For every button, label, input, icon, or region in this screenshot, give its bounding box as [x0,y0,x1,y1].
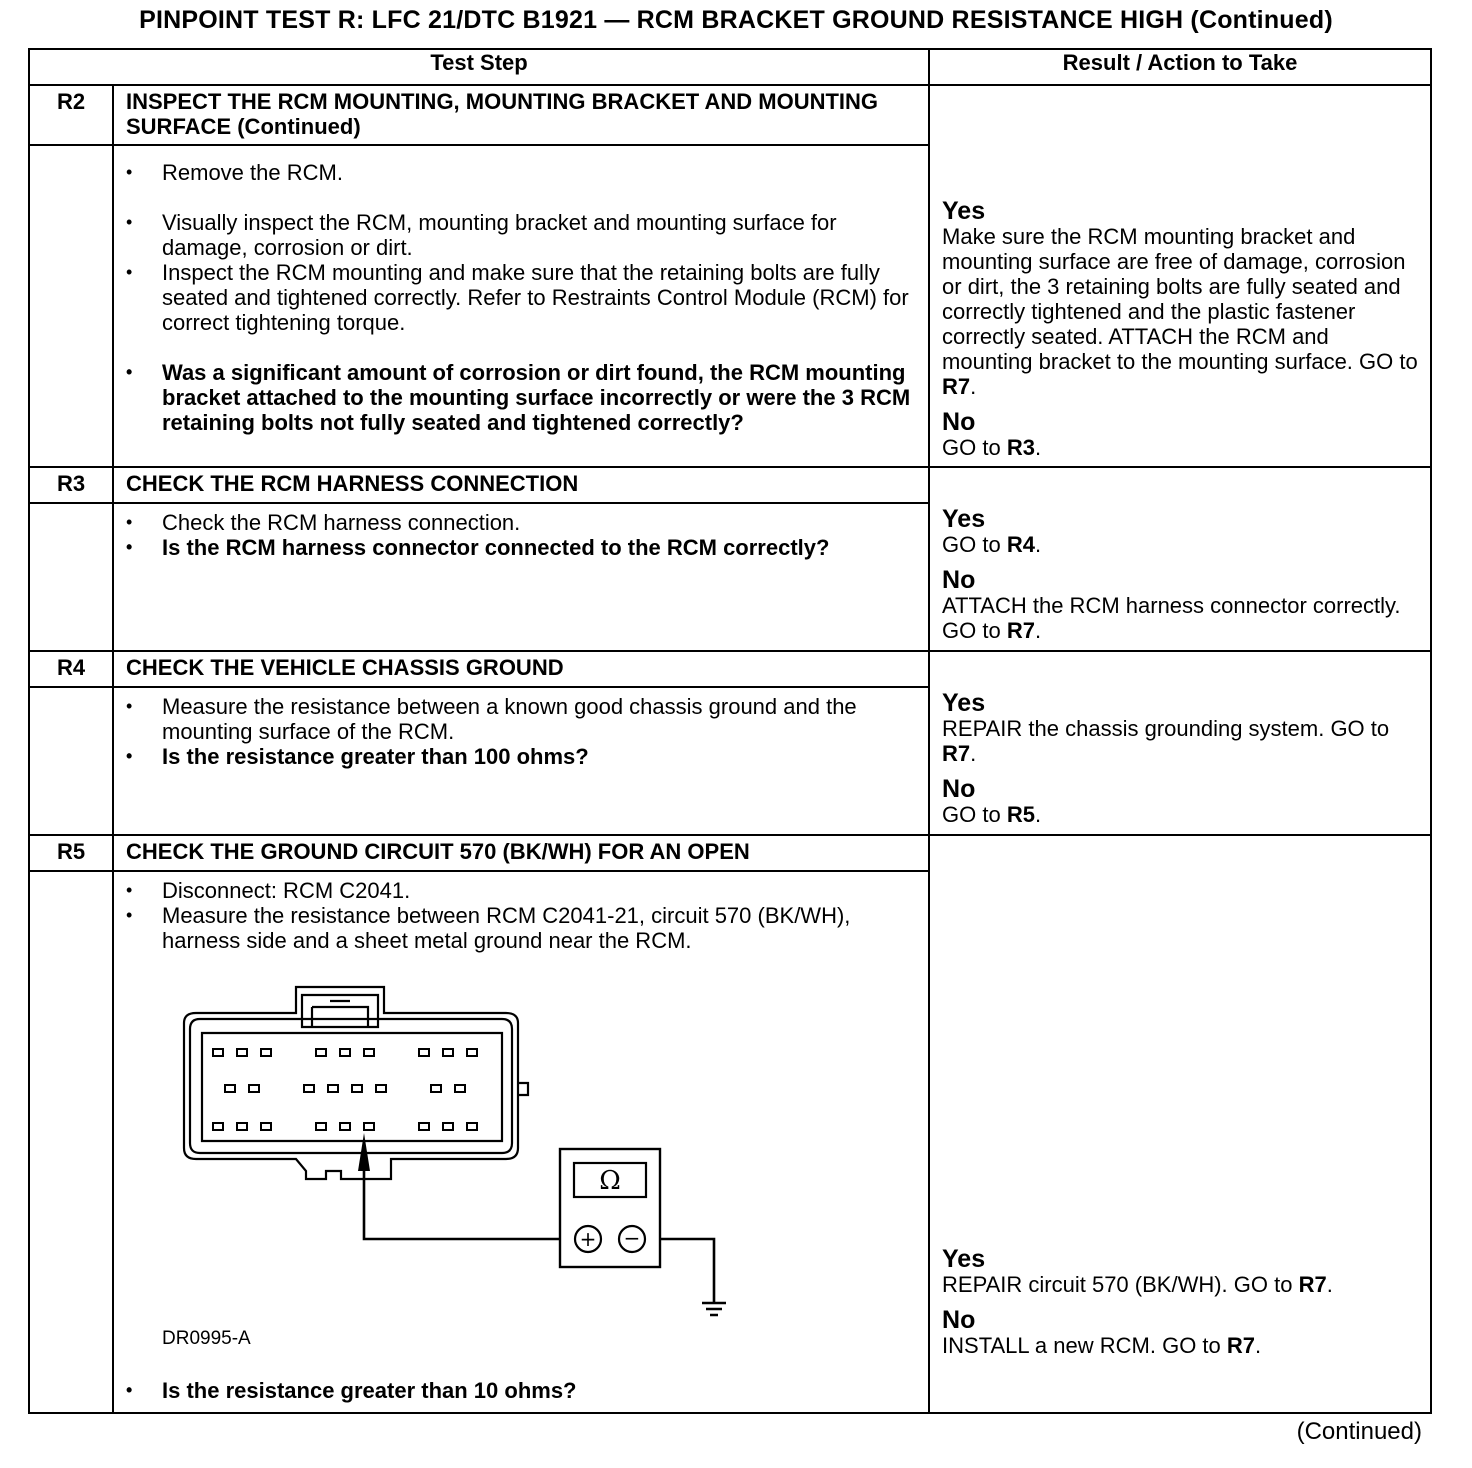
negative-lead [658,1239,714,1303]
list-item: • Was a significant amount of corrosion or dirt found, the RCM mounting bracket attached to the mounting surface incorrectly or were the 3 RCM retaining bolts not fully seated and tightened correctly? [126,360,918,435]
step-r3-result [929,467,1431,651]
step-r4-result [929,651,1431,835]
step-id: R2 [29,85,113,145]
continued-note: (Continued) [1296,1418,1422,1445]
step-r2-title-row [29,85,1431,145]
step-r5-result [929,835,1431,1413]
step-id: R4 [29,651,113,687]
no-label: No [942,566,976,594]
step-r4-title-row [29,651,1431,687]
svg-text:+: + [579,1227,597,1251]
step-title: CHECK THE GROUND CIRCUIT 570 (BK/WH) FOR AN OPEN [113,835,929,871]
ohm-symbol: Ω [599,1166,621,1196]
positive-lead [364,1171,576,1239]
list-item: • Measure the resistance between RCM C2041-21, circuit 570 (BK/WH), harness side and a sheet metal ground near the RCM. [126,903,918,953]
ohmmeter-diagram [166,983,726,1328]
no-action: GO to R5. [942,802,1042,827]
page-title: PINPOINT TEST R: LFC 21/DTC B1921 — RCM BRACKET GROUND RESISTANCE HIGH (Continued) [139,6,1333,34]
list-item: • Disconnect: RCM C2041. [126,878,918,903]
pinpoint-test-table [28,48,1432,1414]
step-title: CHECK THE RCM HARNESS CONNECTION [113,467,929,503]
yes-action: GO to R4. [942,532,1042,557]
no-label: No [942,1306,976,1334]
step-id: R3 [29,467,113,503]
list-item: • Visually inspect the RCM, mounting bracket and mounting surface for damage, corrosion or dirt. [126,210,918,260]
connector-diagram [126,983,918,1378]
list-item: • Inspect the RCM mounting and make sure that the retaining bolts are fully seated and tightened correctly. Refer to Restraints Control Module (RCM) for correct tightening torque. [126,260,918,335]
list-item: • Check the RCM harness connection. [126,510,918,535]
ground-symbol [702,1303,726,1315]
list-item: • Is the resistance greater than 10 ohms? [126,1378,918,1403]
header-result: Result / Action to Take [929,49,1431,85]
list-item: • Remove the RCM. [126,160,918,185]
list-item: • Is the RCM harness connector connected to the RCM correctly? [126,535,918,560]
header-test-step: Test Step [29,49,929,85]
no-action: INSTALL a new RCM. GO to R7. [942,1333,1262,1358]
ohmmeter [560,1149,660,1267]
step-title: CHECK THE VEHICLE CHASSIS GROUND [113,651,929,687]
no-action: ATTACH the RCM harness connector correctly. GO to R7. [942,593,1401,643]
figure-id: DR0995-A [162,1328,251,1349]
table-header-row [29,49,1431,85]
step-body [113,687,929,835]
step-id: R5 [29,835,113,871]
step-title: INSPECT THE RCM MOUNTING, MOUNTING BRACKET AND MOUNTING SURFACE (Continued) [113,85,929,145]
yes-action: Make sure the RCM mounting bracket and mounting surface are free of damage, corrosion or dirt, the 3 retaining bolts are fully seated and correctly tightened and the plastic fastener correctly seated. ATTACH the RCM and mounting bracket to the mounting surface. GO to R7. [942,224,1418,399]
svg-text:−: − [623,1226,641,1250]
step-r3-title-row [29,467,1431,503]
yes-label: Yes [942,197,986,225]
yes-action: REPAIR the chassis grounding system. GO to R7. [942,716,1390,766]
step-body [113,871,929,1413]
list-item: • Measure the resistance between a known good chassis ground and the mounting surface of the RCM. [126,694,918,744]
step-r2-result [929,85,1431,467]
no-label: No [942,775,976,803]
step-body [113,145,929,467]
yes-label: Yes [942,505,986,533]
no-action: GO to R3. [942,435,1042,460]
list-item: • Is the resistance greater than 100 ohms? [126,744,918,769]
step-body [113,503,929,651]
yes-label: Yes [942,689,986,717]
yes-action: REPAIR circuit 570 (BK/WH). GO to R7. [942,1272,1333,1297]
no-label: No [942,408,976,436]
yes-label: Yes [942,1245,986,1273]
step-r5-title-row [29,835,1431,871]
pin-cavities [213,1049,477,1130]
connector-outline [184,987,518,1179]
